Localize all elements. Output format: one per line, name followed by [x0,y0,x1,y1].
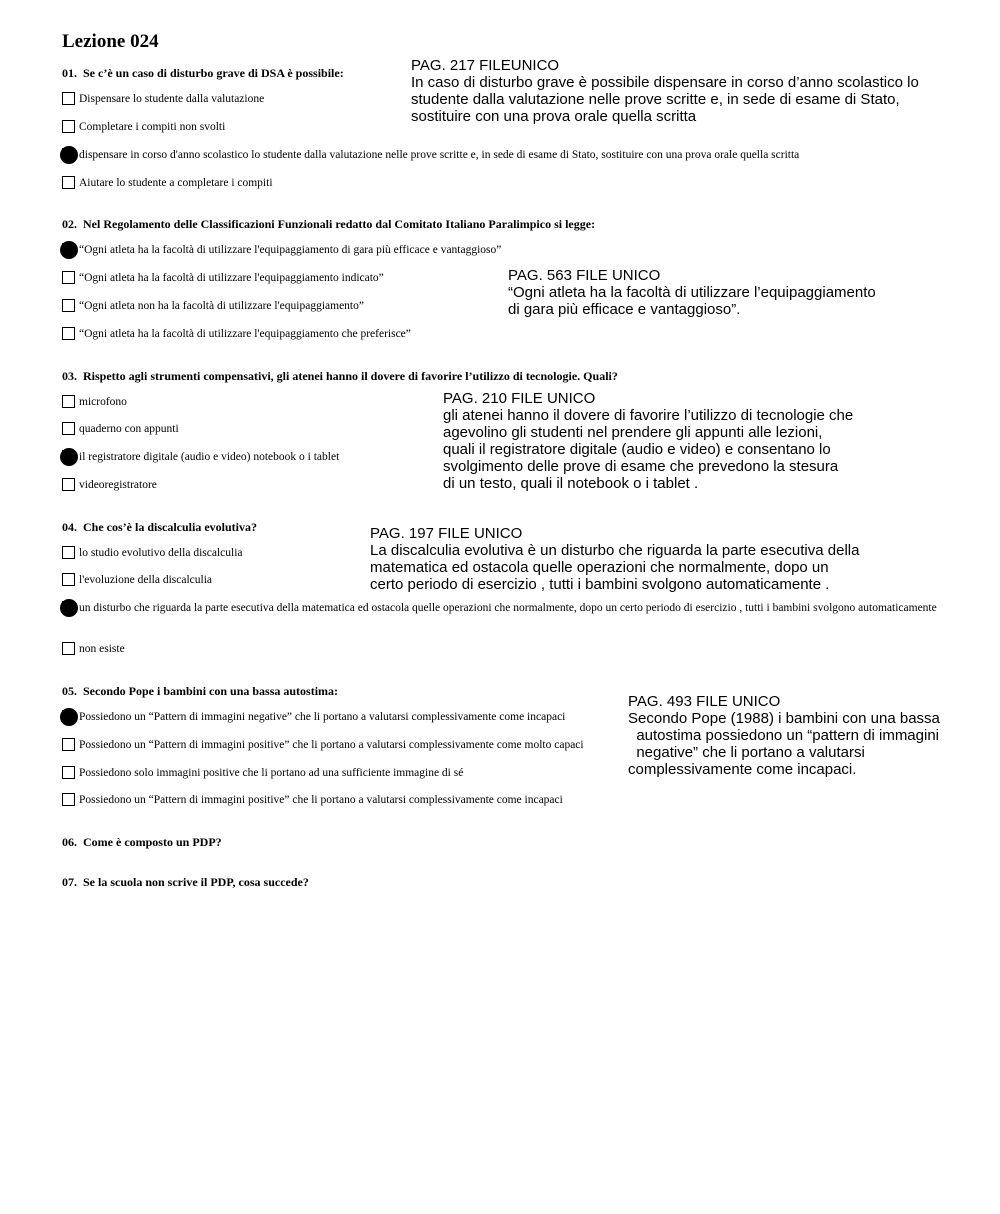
answer-option-selected[interactable] [62,601,942,615]
checkbox[interactable] [62,299,75,312]
question-number: 02. [62,217,77,231]
answer-option[interactable] [62,546,243,560]
answer-option-selected[interactable] [62,243,501,257]
option-label: Completare i compiti non svolti [79,121,226,133]
answer-option[interactable] [62,176,273,190]
option-label: il registratore digitale (audio e video) notebook o i tablet [79,451,340,463]
answer-option[interactable] [62,642,125,656]
answer-option[interactable] [62,395,127,409]
answer-option[interactable] [62,299,364,313]
option-label: Aiutare lo studente a completare i compiti [79,177,273,189]
selected-mark [60,708,78,726]
answer-option[interactable] [62,478,157,492]
checkbox[interactable] [62,327,75,340]
checkbox[interactable] [62,422,75,435]
checkbox[interactable] [62,478,75,491]
checkbox[interactable] [62,793,75,806]
question-text: Come è composto un PDP? [83,835,222,849]
question-number: 05. [62,684,77,698]
answer-option-selected[interactable] [62,148,799,162]
reference-note: PAG. 217 FILEUNICO In caso di disturbo grave è possibile dispensare in corso d’anno scolastico lo studente dalla valutazione nelle prove scritte e, in sede di esame di Stato, sostituire con una prova orale quella scritta [411,57,919,125]
question-text: Che cos’è la discalculia evolutiva? [83,520,257,534]
option-label: Dispensare lo studente dalla valutazione [79,93,265,105]
option-label: Possiedono un “Pattern di immagini positive” che li portano a valutarsi complessivamente come incapaci [79,794,563,806]
question-04 [62,520,257,535]
answer-option[interactable] [62,422,179,436]
question-number: 07. [62,875,77,889]
reference-note: PAG. 563 FILE UNICO “Ogni atleta ha la facoltà di utilizzare l’equipaggiamento di gara più efficace e vantaggioso”. [508,267,876,318]
answer-option-selected[interactable] [62,710,565,724]
option-label: Possiedono un “Pattern di immagini positive” che li portano a valutarsi complessivamente come molto capaci [79,739,584,751]
answer-option[interactable] [62,92,264,106]
option-label: l'evoluzione della discalculia [79,574,212,586]
checkbox[interactable] [62,120,75,133]
question-text: Nel Regolamento delle Classificazioni Funzionali redatto dal Comitato Italiano Paralimpico si legge: [83,217,596,231]
question-number: 06. [62,835,77,849]
option-label: microfono [79,396,127,408]
checkbox[interactable] [62,766,75,779]
question-text: Rispetto agli strumenti compensativi, gli atenei hanno il dovere di favorire l’utilizzo di tecnologie. Quali? [83,369,618,383]
checkbox[interactable] [62,176,75,189]
question-02 [62,217,595,232]
option-label: lo studio evolutivo della discalculia [79,547,243,559]
checkbox[interactable] [62,546,75,559]
answer-option[interactable] [62,271,384,285]
option-label: “Ogni atleta ha la facoltà di utilizzare l'equipaggiamento di gara più efficace e vantaggioso” [79,244,502,256]
question-01 [62,66,344,81]
question-03 [62,369,618,384]
answer-option[interactable] [62,766,463,780]
option-label: “Ogni atleta non ha la facoltà di utilizzare l'equipaggiamento” [79,300,364,312]
answer-option[interactable] [62,738,584,752]
question-07 [62,875,309,890]
answer-option[interactable] [62,120,225,134]
option-label: “Ogni atleta ha la facoltà di utilizzare l'equipaggiamento indicato” [79,272,384,284]
answer-option[interactable] [62,573,212,587]
question-number: 03. [62,369,77,383]
option-label: Possiedono solo immagini positive che li portano ad una sufficiente immagine di sé [79,767,464,779]
question-05 [62,684,338,699]
option-label: non esiste [79,643,125,655]
question-text: Se la scuola non scrive il PDP, cosa succede? [83,875,309,889]
answer-option[interactable] [62,327,411,341]
selected-mark [60,448,78,466]
lesson-title: Lezione 024 [62,31,159,52]
option-label: dispensare in corso d'anno scolastico lo studente dalla valutazione nelle prove scritte e, in sede di esame di Stato, sostituire con una prova orale quella scritta [79,149,800,161]
option-label: quaderno con appunti [79,423,179,435]
option-label: un disturbo che riguarda la parte esecutiva della matematica ed ostacola quelle operazioni che normalmente, dopo un certo periodo di esercizio , tutti i bambini svolgono automaticamente [79,602,937,614]
selected-mark [60,599,78,617]
option-label: videoregistratore [79,479,157,491]
question-number: 01. [62,66,77,80]
question-06 [62,835,222,850]
checkbox[interactable] [62,271,75,284]
checkbox[interactable] [62,573,75,586]
reference-note: PAG. 210 FILE UNICO gli atenei hanno il dovere di favorire l’utilizzo di tecnologie che agevolino gli studenti nel prendere gli appunti alle lezioni, quali il registratore digitale (audio e video) e consentano lo svolgimento delle prove di esame che prevedono la stesura di un testo, quali il notebook o i tablet . [443,390,854,492]
selected-mark [60,146,78,164]
option-label: Possiedono un “Pattern di immagini negative” che li portano a valutarsi complessivamente come incapaci [79,711,566,723]
question-text: Se c’è un caso di disturbo grave di DSA è possibile: [83,66,344,80]
option-label: “Ogni atleta ha la facoltà di utilizzare l'equipaggiamento che preferisce” [79,328,411,340]
answer-option[interactable] [62,793,563,807]
checkbox[interactable] [62,92,75,105]
reference-note: PAG. 197 FILE UNICO La discalculia evolutiva è un disturbo che riguarda la parte esecutiva della matematica ed ostacola quelle operazioni che normalmente, dopo un certo periodo di esercizio , tutti i bambini svolgono automaticamente . [370,525,860,593]
checkbox[interactable] [62,395,75,408]
selected-mark [60,241,78,259]
answer-option-selected[interactable] [62,450,339,464]
checkbox[interactable] [62,738,75,751]
reference-note: PAG. 493 FILE UNICO Secondo Pope (1988) i bambini con una bassa autostima possiedono un “pattern di immagini negative” che li portano a valutarsi complessivamente come incapaci. [628,693,940,778]
question-number: 04. [62,520,77,534]
checkbox[interactable] [62,642,75,655]
question-text: Secondo Pope i bambini con una bassa autostima: [83,684,339,698]
